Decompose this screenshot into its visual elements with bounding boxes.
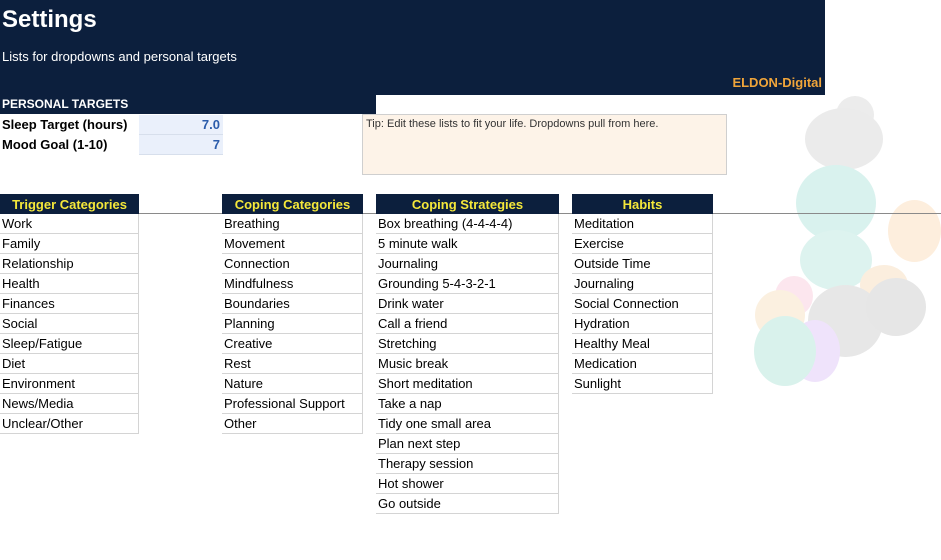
habit-cell[interactable]: Sunlight xyxy=(572,374,713,394)
habit-cell[interactable]: Social Connection xyxy=(572,294,713,314)
coping-strategy-cell[interactable]: Box breathing (4-4-4-4) xyxy=(376,214,559,234)
settings-header xyxy=(0,0,825,95)
coping-category-cell[interactable]: Other xyxy=(222,414,363,434)
mood-goal-label: Mood Goal (1-10) xyxy=(2,137,108,152)
habits-list xyxy=(572,194,713,394)
trigger-category-cell[interactable]: Relationship xyxy=(0,254,139,274)
habit-cell[interactable]: Medication xyxy=(572,354,713,374)
coping-category-cell[interactable]: Rest xyxy=(222,354,363,374)
coping-category-cell[interactable]: Creative xyxy=(222,334,363,354)
coping-strategy-cell[interactable]: Tidy one small area xyxy=(376,414,559,434)
coping-categories-heading: Coping Categories xyxy=(222,194,363,214)
coping-category-cell[interactable]: Mindfulness xyxy=(222,274,363,294)
page-title: Settings xyxy=(2,6,97,33)
tip-note: Tip: Edit these lists to fit your life. Dropdowns pull from here. xyxy=(362,114,727,175)
coping-strategy-cell[interactable]: Therapy session xyxy=(376,454,559,474)
coping-strategy-cell[interactable]: 5 minute walk xyxy=(376,234,559,254)
sleep-target-input[interactable]: 7.0 xyxy=(139,115,223,135)
coping-category-cell[interactable]: Breathing xyxy=(222,214,363,234)
coping-category-cell[interactable]: Movement xyxy=(222,234,363,254)
coping-category-cell[interactable]: Connection xyxy=(222,254,363,274)
coping-strategy-cell[interactable]: Journaling xyxy=(376,254,559,274)
personal-targets-heading: PERSONAL TARGETS xyxy=(0,95,376,114)
coping-strategy-cell[interactable]: Drink water xyxy=(376,294,559,314)
coping-strategy-cell[interactable]: Call a friend xyxy=(376,314,559,334)
coping-strategy-cell[interactable]: Grounding 5-4-3-2-1 xyxy=(376,274,559,294)
habit-cell[interactable]: Healthy Meal xyxy=(572,334,713,354)
coping-strategy-cell[interactable]: Stretching xyxy=(376,334,559,354)
coping-category-cell[interactable]: Planning xyxy=(222,314,363,334)
trigger-category-cell[interactable]: Environment xyxy=(0,374,139,394)
trigger-category-cell[interactable]: News/Media xyxy=(0,394,139,414)
trigger-category-cell[interactable]: Family xyxy=(0,234,139,254)
sleep-target-label: Sleep Target (hours) xyxy=(2,117,128,132)
trigger-category-cell[interactable]: Work xyxy=(0,214,139,234)
habit-cell[interactable]: Hydration xyxy=(572,314,713,334)
habit-cell[interactable]: Journaling xyxy=(572,274,713,294)
trigger-category-cell[interactable]: Sleep/Fatigue xyxy=(0,334,139,354)
habit-cell[interactable]: Outside Time xyxy=(572,254,713,274)
coping-strategy-cell[interactable]: Music break xyxy=(376,354,559,374)
page-subtitle: Lists for dropdowns and personal targets xyxy=(2,49,237,64)
coping-strategy-cell[interactable]: Hot shower xyxy=(376,474,559,494)
habit-cell[interactable]: Meditation xyxy=(572,214,713,234)
coping-strategies-list xyxy=(376,194,559,514)
trigger-category-cell[interactable]: Unclear/Other xyxy=(0,414,139,434)
trigger-categories-list xyxy=(0,194,139,434)
coping-categories-list xyxy=(222,194,363,434)
trigger-category-cell[interactable]: Finances xyxy=(0,294,139,314)
coping-strategy-cell[interactable]: Go outside xyxy=(376,494,559,514)
coping-category-cell[interactable]: Boundaries xyxy=(222,294,363,314)
trigger-categories-heading: Trigger Categories xyxy=(0,194,139,214)
sleep-target-row xyxy=(0,115,223,135)
trigger-category-cell[interactable]: Social xyxy=(0,314,139,334)
trigger-category-cell[interactable]: Diet xyxy=(0,354,139,374)
brand-label: ELDON-Digital xyxy=(732,75,822,90)
trigger-category-cell[interactable]: Health xyxy=(0,274,139,294)
coping-category-cell[interactable]: Professional Support xyxy=(222,394,363,414)
coping-strategies-heading: Coping Strategies xyxy=(376,194,559,214)
coping-category-cell[interactable]: Nature xyxy=(222,374,363,394)
mood-goal-row xyxy=(0,135,223,155)
coping-strategy-cell[interactable]: Take a nap xyxy=(376,394,559,414)
coping-strategy-cell[interactable]: Short meditation xyxy=(376,374,559,394)
coping-strategy-cell[interactable]: Plan next step xyxy=(376,434,559,454)
habits-heading: Habits xyxy=(572,194,713,214)
habit-cell[interactable]: Exercise xyxy=(572,234,713,254)
mood-goal-input[interactable]: 7 xyxy=(139,135,223,155)
